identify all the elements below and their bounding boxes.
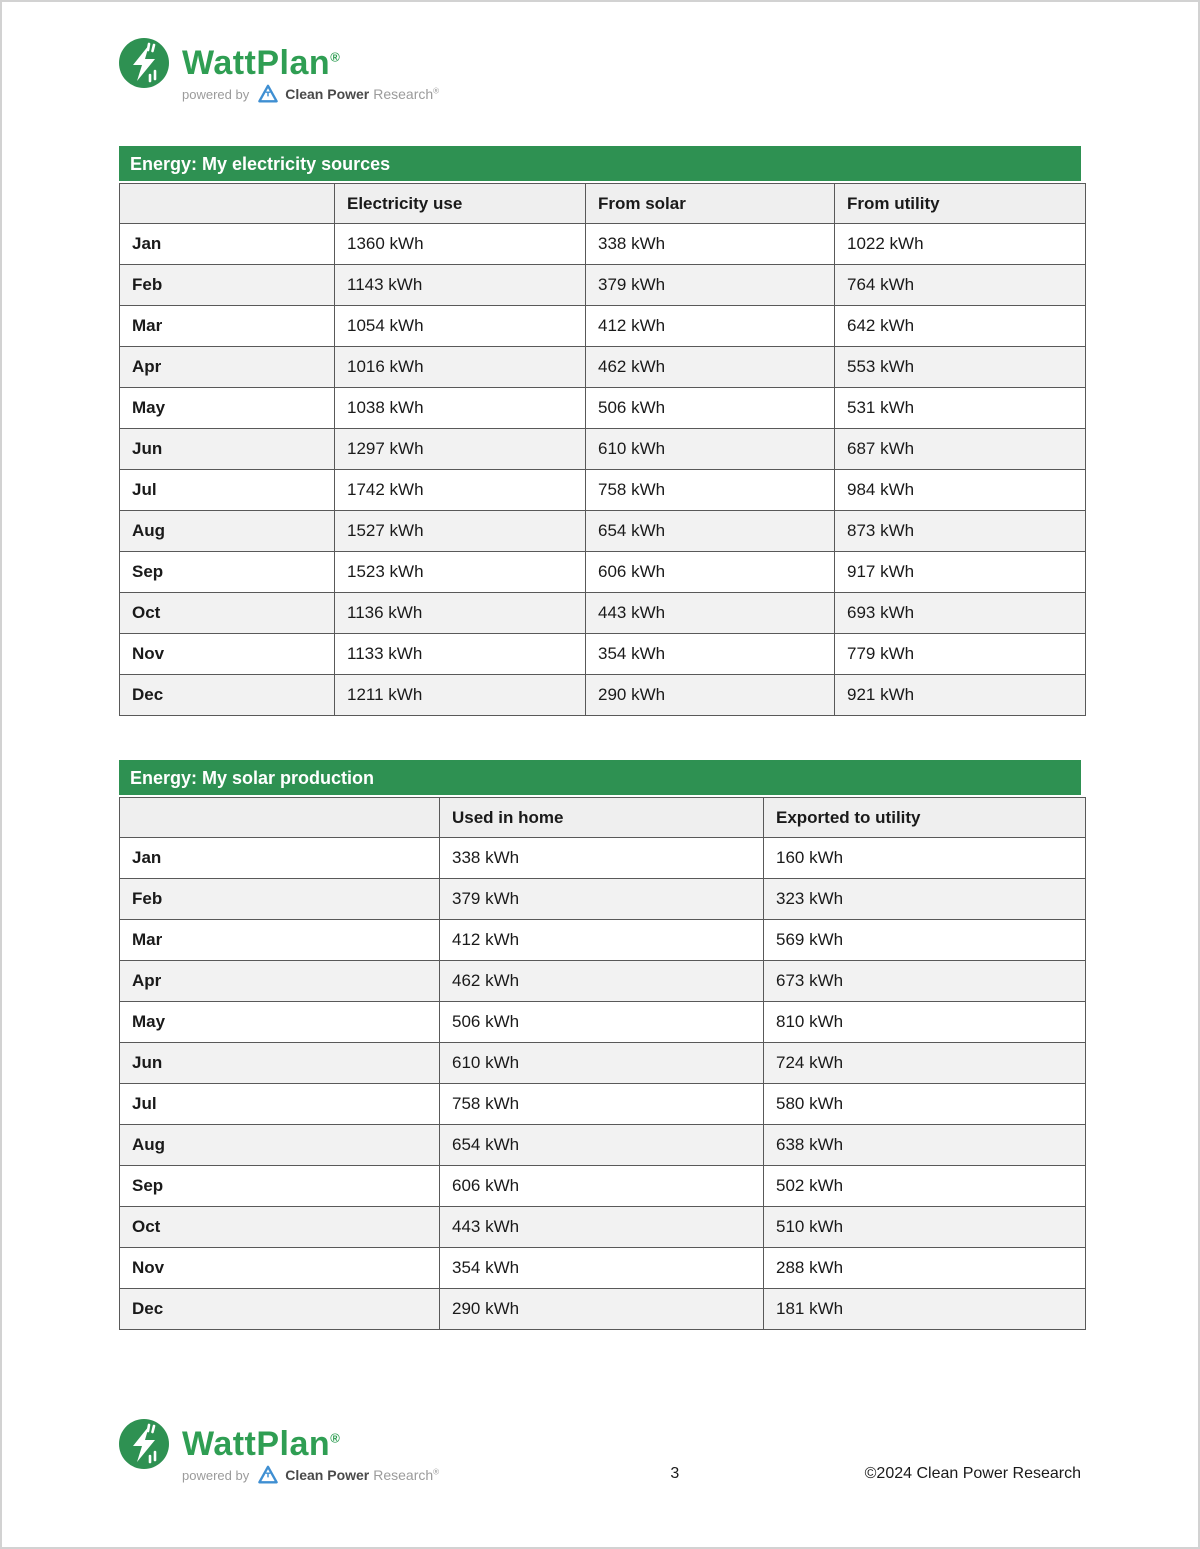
value-cell: 693 kWh [835,593,1086,634]
value-cell: 290 kWh [440,1289,764,1330]
value-cell: 462 kWh [440,961,764,1002]
value-cell: 338 kWh [440,838,764,879]
table-row [120,429,1086,470]
value-cell: 288 kWh [764,1248,1086,1289]
table-row [120,1125,1086,1166]
clean-power-research-icon [257,1465,279,1485]
month-cell: Jul [120,1084,440,1125]
table-row [120,388,1086,429]
month-cell: Jul [120,470,335,511]
value-cell: 379 kWh [440,879,764,920]
table-row [120,1002,1086,1043]
value-cell: 1038 kWh [335,388,586,429]
table-row [120,879,1086,920]
value-cell: 531 kWh [835,388,1086,429]
table-row [120,470,1086,511]
value-cell: 984 kWh [835,470,1086,511]
column-header: Electricity use [335,184,586,224]
month-cell: Feb [120,879,440,920]
value-cell: 724 kWh [764,1043,1086,1084]
table-title-solar-production: Energy: My solar production [119,760,1081,795]
table-row [120,1248,1086,1289]
value-cell: 510 kWh [764,1207,1086,1248]
value-cell: 502 kWh [764,1166,1086,1207]
value-cell: 1523 kWh [335,552,586,593]
value-cell: 1133 kWh [335,634,586,675]
month-cell: Apr [120,347,335,388]
value-cell: 181 kWh [764,1289,1086,1330]
column-header: Used in home [440,798,764,838]
value-cell: 506 kWh [440,1002,764,1043]
registered-mark: ® [330,49,341,65]
table-row [120,347,1086,388]
value-cell: 673 kWh [764,961,1086,1002]
table-row [120,1166,1086,1207]
column-header: Exported to utility [764,798,1086,838]
month-cell: Feb [120,265,335,306]
value-cell: 412 kWh [586,306,835,347]
value-cell: 1143 kWh [335,265,586,306]
month-cell: Dec [120,675,335,716]
value-cell: 462 kWh [586,347,835,388]
value-cell: 1527 kWh [335,511,586,552]
value-cell: 606 kWh [440,1166,764,1207]
value-cell: 758 kWh [586,470,835,511]
month-cell: Sep [120,1166,440,1207]
powered-by-label: powered by [182,86,250,102]
value-cell: 638 kWh [764,1125,1086,1166]
value-cell: 569 kWh [764,920,1086,961]
table-row [120,675,1086,716]
brand-name: WattPlan® [182,1424,341,1463]
value-cell: 1136 kWh [335,593,586,634]
partner-registered-mark: ® [433,86,440,96]
value-cell: 654 kWh [440,1125,764,1166]
value-cell: 764 kWh [835,265,1086,306]
month-cell: Oct [120,593,335,634]
solar-production-section [119,760,1081,1330]
value-cell: 160 kWh [764,838,1086,879]
month-cell: Nov [120,634,335,675]
table-row [120,552,1086,593]
footer-logo [119,1419,485,1485]
value-cell: 1297 kWh [335,429,586,470]
value-cell: 1016 kWh [335,347,586,388]
column-header: From utility [835,184,1086,224]
header-logo [119,38,1081,104]
month-cell: Sep [120,552,335,593]
table-row [120,511,1086,552]
partner-name-light: Research® [373,86,440,102]
wattplan-lightning-icon [119,38,169,88]
column-header-row [120,184,1086,224]
table-row [120,1043,1086,1084]
table-row [120,224,1086,265]
value-cell: 1742 kWh [335,470,586,511]
value-cell: 1022 kWh [835,224,1086,265]
value-cell: 323 kWh [764,879,1086,920]
table-row [120,920,1086,961]
value-cell: 779 kWh [835,634,1086,675]
month-cell: Jan [120,224,335,265]
value-cell: 290 kWh [586,675,835,716]
value-cell: 1360 kWh [335,224,586,265]
month-cell: Oct [120,1207,440,1248]
value-cell: 642 kWh [835,306,1086,347]
electricity-sources-section [119,146,1081,716]
month-cell: Apr [120,961,440,1002]
partner-name-light: Research® [373,1467,440,1483]
value-cell: 354 kWh [586,634,835,675]
page-footer [2,1419,1198,1485]
value-cell: 810 kWh [764,1002,1086,1043]
month-cell: May [120,1002,440,1043]
column-header: From solar [586,184,835,224]
value-cell: 354 kWh [440,1248,764,1289]
copyright-text: ©2024 Clean Power Research [864,1465,1081,1482]
value-cell: 412 kWh [440,920,764,961]
value-cell: 654 kWh [586,511,835,552]
value-cell: 580 kWh [764,1084,1086,1125]
value-cell: 687 kWh [835,429,1086,470]
month-cell: Mar [120,306,335,347]
value-cell: 1211 kWh [335,675,586,716]
month-cell: Aug [120,1125,440,1166]
month-cell: Dec [120,1289,440,1330]
month-cell: Mar [120,920,440,961]
brand-name: WattPlan® [182,43,341,82]
table-row [120,593,1086,634]
table-row [120,634,1086,675]
value-cell: 553 kWh [835,347,1086,388]
table-title-electricity-sources: Energy: My electricity sources [119,146,1081,181]
value-cell: 758 kWh [440,1084,764,1125]
month-cell: Jan [120,838,440,879]
clean-power-research-icon [257,84,279,104]
solar-production-table [119,797,1086,1330]
table-row [120,306,1086,347]
value-cell: 1054 kWh [335,306,586,347]
table-row [120,838,1086,879]
column-header [120,798,440,838]
value-cell: 921 kWh [835,675,1086,716]
month-cell: Jun [120,1043,440,1084]
wattplan-lightning-icon [119,1419,169,1469]
column-header-row [120,798,1086,838]
powered-by-label: powered by [182,1467,250,1483]
month-cell: Jun [120,429,335,470]
table-row [120,265,1086,306]
value-cell: 506 kWh [586,388,835,429]
month-cell: Aug [120,511,335,552]
value-cell: 443 kWh [440,1207,764,1248]
electricity-sources-table [119,183,1086,716]
value-cell: 610 kWh [440,1043,764,1084]
table-row [120,1289,1086,1330]
value-cell: 338 kWh [586,224,835,265]
partner-registered-mark: ® [433,1467,440,1477]
partner-name-bold: Clean Power [285,86,370,102]
value-cell: 917 kWh [835,552,1086,593]
value-cell: 606 kWh [586,552,835,593]
month-cell: Nov [120,1248,440,1289]
column-header [120,184,335,224]
value-cell: 379 kWh [586,265,835,306]
value-cell: 610 kWh [586,429,835,470]
table-row [120,1207,1086,1248]
value-cell: 873 kWh [835,511,1086,552]
registered-mark: ® [330,1430,341,1446]
value-cell: 443 kWh [586,593,835,634]
table-row [120,1084,1086,1125]
page-number: 3 [670,1465,680,1482]
partner-name-bold: Clean Power [285,1467,370,1483]
table-row [120,961,1086,1002]
month-cell: May [120,388,335,429]
